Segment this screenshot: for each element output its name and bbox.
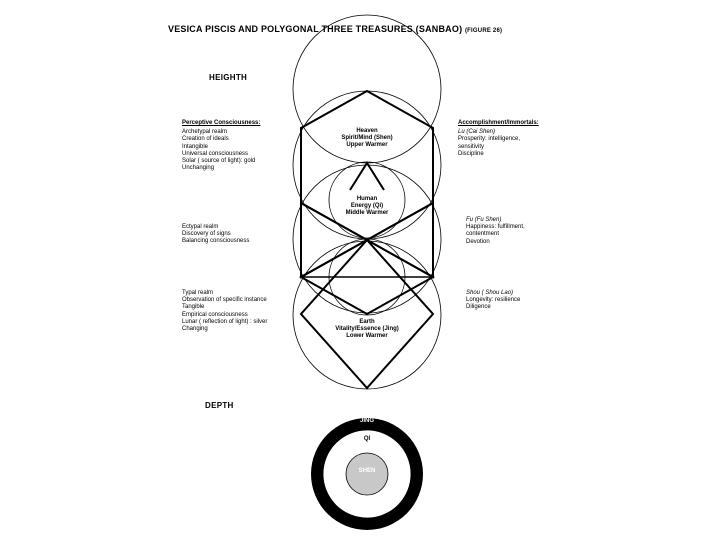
right-line: Devotion [466, 238, 490, 245]
right-line: sensitivity [458, 143, 485, 150]
qi-ring-label: QI [363, 436, 371, 442]
left-line: Empirical consciousness [182, 311, 248, 318]
right-line: Happiness: fulfillment, [466, 224, 525, 231]
left-line: Archetypal realm [182, 129, 228, 136]
accomplishment-immortals-heading: Accomplishment/Immortals: [458, 120, 539, 126]
heighth-label: HEIGHTH [209, 73, 248, 82]
shen-core-label: SHEN [358, 468, 376, 474]
earth-line: Lower Warmer [346, 333, 388, 340]
perceptive-consciousness-heading: Perceptive Consciousness: [182, 120, 261, 126]
shou-title: Shou ( Shou Lao) [466, 290, 514, 296]
human-line: Human [356, 196, 378, 202]
human-chevron [350, 163, 384, 190]
earth-line: Vitality/Essence (Jing) [335, 326, 399, 333]
left-line: Typal realm [182, 290, 214, 296]
jing-ring-label: JING [359, 418, 375, 424]
left-bottom-block [182, 290, 267, 333]
figure-number: (FIGURE 26) [464, 28, 503, 34]
depth-label: DEPTH [205, 401, 234, 410]
right-line: Prosperity: intelligence, [458, 136, 521, 143]
lu-title: Lu (Cai Shen) [458, 129, 496, 136]
heaven-label [341, 128, 392, 150]
figure-title [168, 24, 502, 34]
left-mid-block [182, 224, 249, 246]
heaven-line: Upper Warmer [346, 142, 388, 149]
left-line: Solar ( source of light): gold [182, 158, 256, 165]
left-line: Tangible [182, 304, 205, 311]
shen-core [346, 453, 388, 495]
fu-title: Fu (Fu Shen) [466, 217, 502, 223]
right-line: Longevity: resilience [466, 297, 521, 304]
right-line: Discipline [458, 150, 484, 157]
right-top-block [458, 120, 539, 158]
left-line: Universal consciousness [182, 150, 249, 157]
human-line: Energy (Qi) [350, 203, 384, 210]
figure-title-main: VESICA PISCIS AND POLYGONAL THREE TREASURES (SANBAO) [168, 24, 463, 34]
right-line: contentment [466, 231, 500, 238]
left-line: Unchanging [182, 165, 215, 172]
earth-label [335, 319, 399, 341]
heaven-line: Spirit/Mind (Shen) [341, 135, 393, 142]
left-top-block [182, 120, 260, 172]
earth-line: Earth [359, 319, 375, 325]
left-line: Creation of ideals [182, 136, 229, 143]
left-line: Lunar ( reflection of light) : silver [182, 318, 268, 325]
heaven-hexagon [301, 91, 433, 240]
human-label [346, 196, 389, 218]
right-line: Diligence [466, 304, 491, 311]
left-line: Balancing consciousness [182, 238, 250, 245]
left-line: Changing [182, 326, 208, 333]
left-line: Intangible [182, 143, 209, 150]
human-line: Middle Warmer [345, 210, 389, 217]
left-line: Discovery of signs [182, 231, 231, 238]
right-mid-block [466, 217, 525, 246]
left-line: Observation of specific instance [182, 297, 267, 304]
heaven-line: Heaven [356, 128, 378, 134]
right-bottom-block [466, 290, 520, 312]
left-line: Ectypal realm [182, 224, 219, 230]
